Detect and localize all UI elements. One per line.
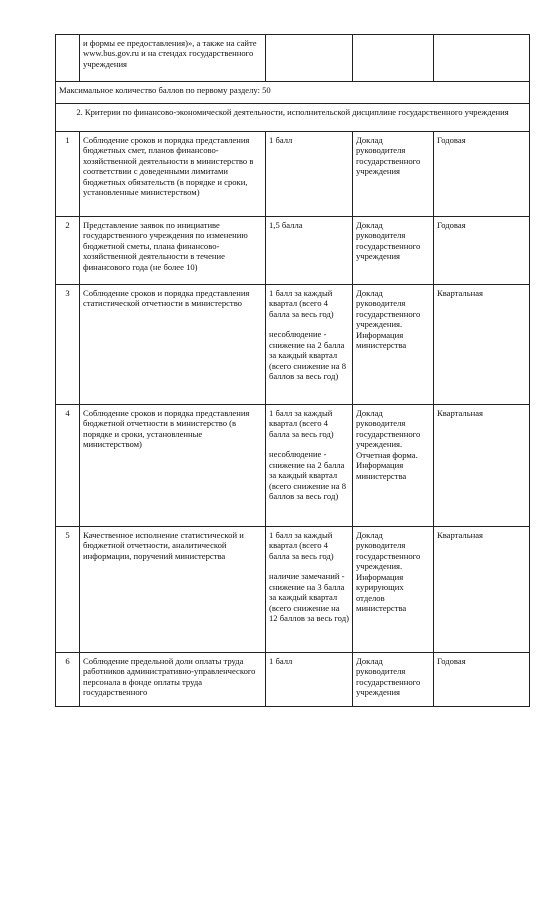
source-cell: Доклад руководителя государственного учреждения	[353, 653, 434, 707]
period-cell: Квартальная	[434, 405, 530, 527]
score-penalty: несоблюдение - снижение на 2 балла за каждый квартал (всего снижение на 8 баллов за весь год)	[269, 449, 347, 502]
score-cell: 1 балл	[266, 132, 353, 217]
score-main: 1 балл за каждый квартал (всего 4 балла за весь год)	[269, 530, 334, 561]
score-main: 1 балл за каждый квартал (всего 4 балла за весь год)	[269, 408, 334, 439]
top-row-num	[56, 35, 80, 82]
score-cell: 1,5 балла	[266, 217, 353, 285]
row-number: 1	[56, 132, 80, 217]
top-row-source	[353, 35, 434, 82]
criteria-table	[55, 34, 530, 707]
period-cell: Годовая	[434, 132, 530, 217]
criterion-row	[56, 653, 530, 707]
top-row-criterion: и формы ее предоставления)», а также на сайте www.bus.gov.ru и на стендах государственного учреждения	[80, 35, 266, 82]
score-cell	[266, 405, 353, 527]
top-row	[56, 35, 530, 82]
score-cell	[266, 527, 353, 653]
period-cell: Квартальная	[434, 527, 530, 653]
source-cell: Доклад руководителя государственного учреждения	[353, 132, 434, 217]
criterion-row	[56, 527, 530, 653]
source-cell: Доклад руководителя государственного учреждения	[353, 217, 434, 285]
row-number: 3	[56, 285, 80, 405]
section2-heading: 2. Критерии по финансово-экономической деятельности, исполнительской дисциплине государственного учреждения	[56, 104, 530, 132]
criterion-text: Соблюдение предельной доли оплаты труда работников административно-управленческого персонала в фонде оплаты труда государственного	[80, 653, 266, 707]
period-cell: Квартальная	[434, 285, 530, 405]
source-cell: Доклад руководителя государственного учреждения. Отчетная форма. Информация министерства	[353, 405, 434, 527]
criterion-text: Представление заявок по инициативе государственного учреждения по изменению бюджетной сметы, плана финансово-хозяйственной деятельности в течение финансового года (не более 10)	[80, 217, 266, 285]
criterion-row	[56, 217, 530, 285]
section2-heading-row	[56, 104, 530, 132]
top-row-period	[434, 35, 530, 82]
period-cell: Годовая	[434, 653, 530, 707]
criterion-row	[56, 132, 530, 217]
row-number: 5	[56, 527, 80, 653]
period-cell: Годовая	[434, 217, 530, 285]
criterion-text: Соблюдение сроков и порядка представления статистической отчетности в министерство	[80, 285, 266, 405]
score-penalty: несоблюдение - снижение на 2 балла за каждый квартал (всего снижение на 8 баллов за весь год)	[269, 329, 347, 382]
top-row-score	[266, 35, 353, 82]
criterion-row	[56, 405, 530, 527]
row-number: 2	[56, 217, 80, 285]
criterion-text: Соблюдение сроков и порядка представления бюджетных смет, планов финансово-хозяйственной деятельности в министерство в соответствии с доведенными лимитами бюджетных обязательств (в порядке и сроки, установленные министерством)	[80, 132, 266, 217]
source-cell: Доклад руководителя государственного учреждения. Информация курирующих отделов министерства	[353, 527, 434, 653]
score-penalty: наличие замечаний - снижение на 3 балла за каждый квартал (всего снижение на 12 баллов за весь год)	[269, 571, 349, 624]
criterion-row	[56, 285, 530, 405]
score-main: 1 балл за каждый квартал (всего 4 балла за весь год)	[269, 288, 334, 319]
score-cell	[266, 285, 353, 405]
section1-total: Максимальное количество баллов по первому разделу: 50	[56, 82, 530, 104]
section1-total-row	[56, 82, 530, 104]
criterion-text: Качественное исполнение статистической и бюджетной отчетности, аналитической информации, поручений министерства	[80, 527, 266, 653]
row-number: 4	[56, 405, 80, 527]
score-cell: 1 балл	[266, 653, 353, 707]
row-number: 6	[56, 653, 80, 707]
source-cell: Доклад руководителя государственного учреждения. Информация министерства	[353, 285, 434, 405]
criterion-text: Соблюдение сроков и порядка представления бюджетной отчетности в министерство (в порядке и сроки, установленные министерством)	[80, 405, 266, 527]
